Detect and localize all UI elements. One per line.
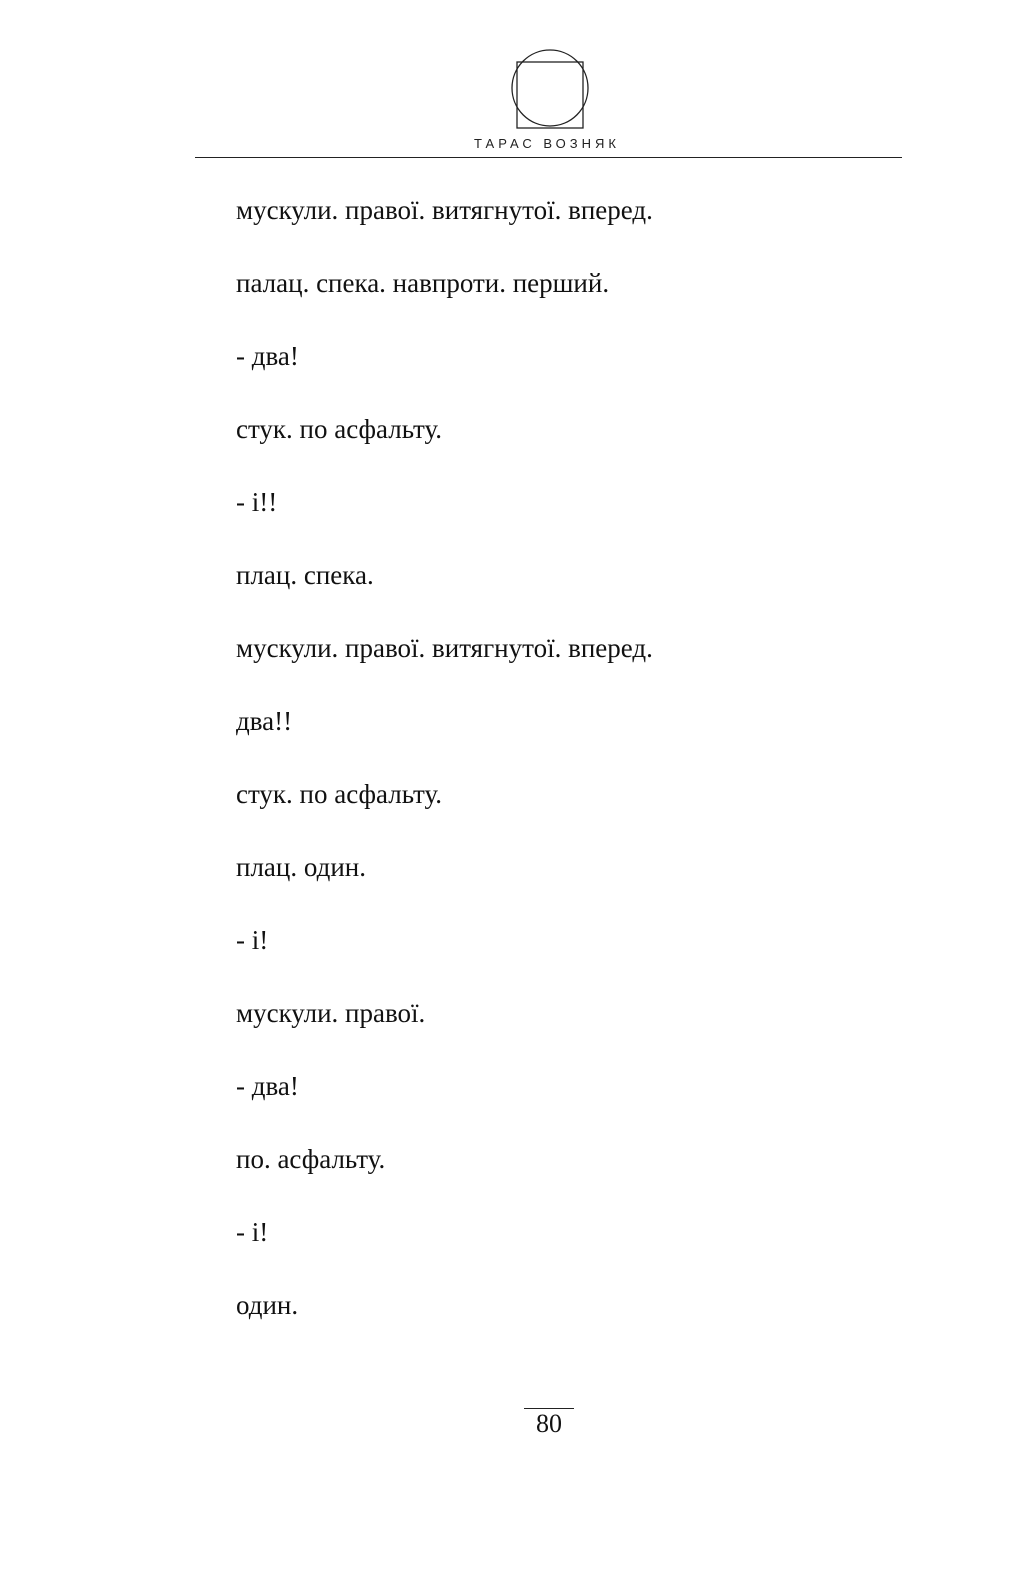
page-footer [524, 1408, 574, 1439]
circle-square-logo-icon [510, 48, 590, 130]
text-line: мускули. правої. витягнутої. вперед. [236, 195, 653, 225]
header-rule [195, 157, 902, 158]
text-line: два!! [236, 706, 293, 736]
text-line: один. [236, 1290, 299, 1320]
text-line: плац. спека. [236, 560, 374, 590]
text-line: палац. спека. навпроти. перший. [236, 268, 610, 298]
text-line: - і!! [236, 487, 278, 517]
text-line: стук. по асфальту. [236, 414, 443, 444]
text-line: мускули. правої. витягнутої. вперед. [236, 633, 653, 663]
text-line: - два! [236, 341, 299, 371]
text-line: плац. один. [236, 852, 366, 882]
text-line: - два! [236, 1071, 299, 1101]
text-line: - і! [236, 1217, 269, 1247]
running-head-author: ТАРАС ВОЗНЯК [474, 136, 620, 151]
poem-body [236, 190, 876, 1358]
text-line: мускули. правої. [236, 998, 426, 1028]
page-number: 80 [536, 1409, 562, 1438]
text-line: стук. по асфальту. [236, 779, 443, 809]
text-line: по. асфальту. [236, 1144, 386, 1174]
text-line: - і! [236, 925, 269, 955]
